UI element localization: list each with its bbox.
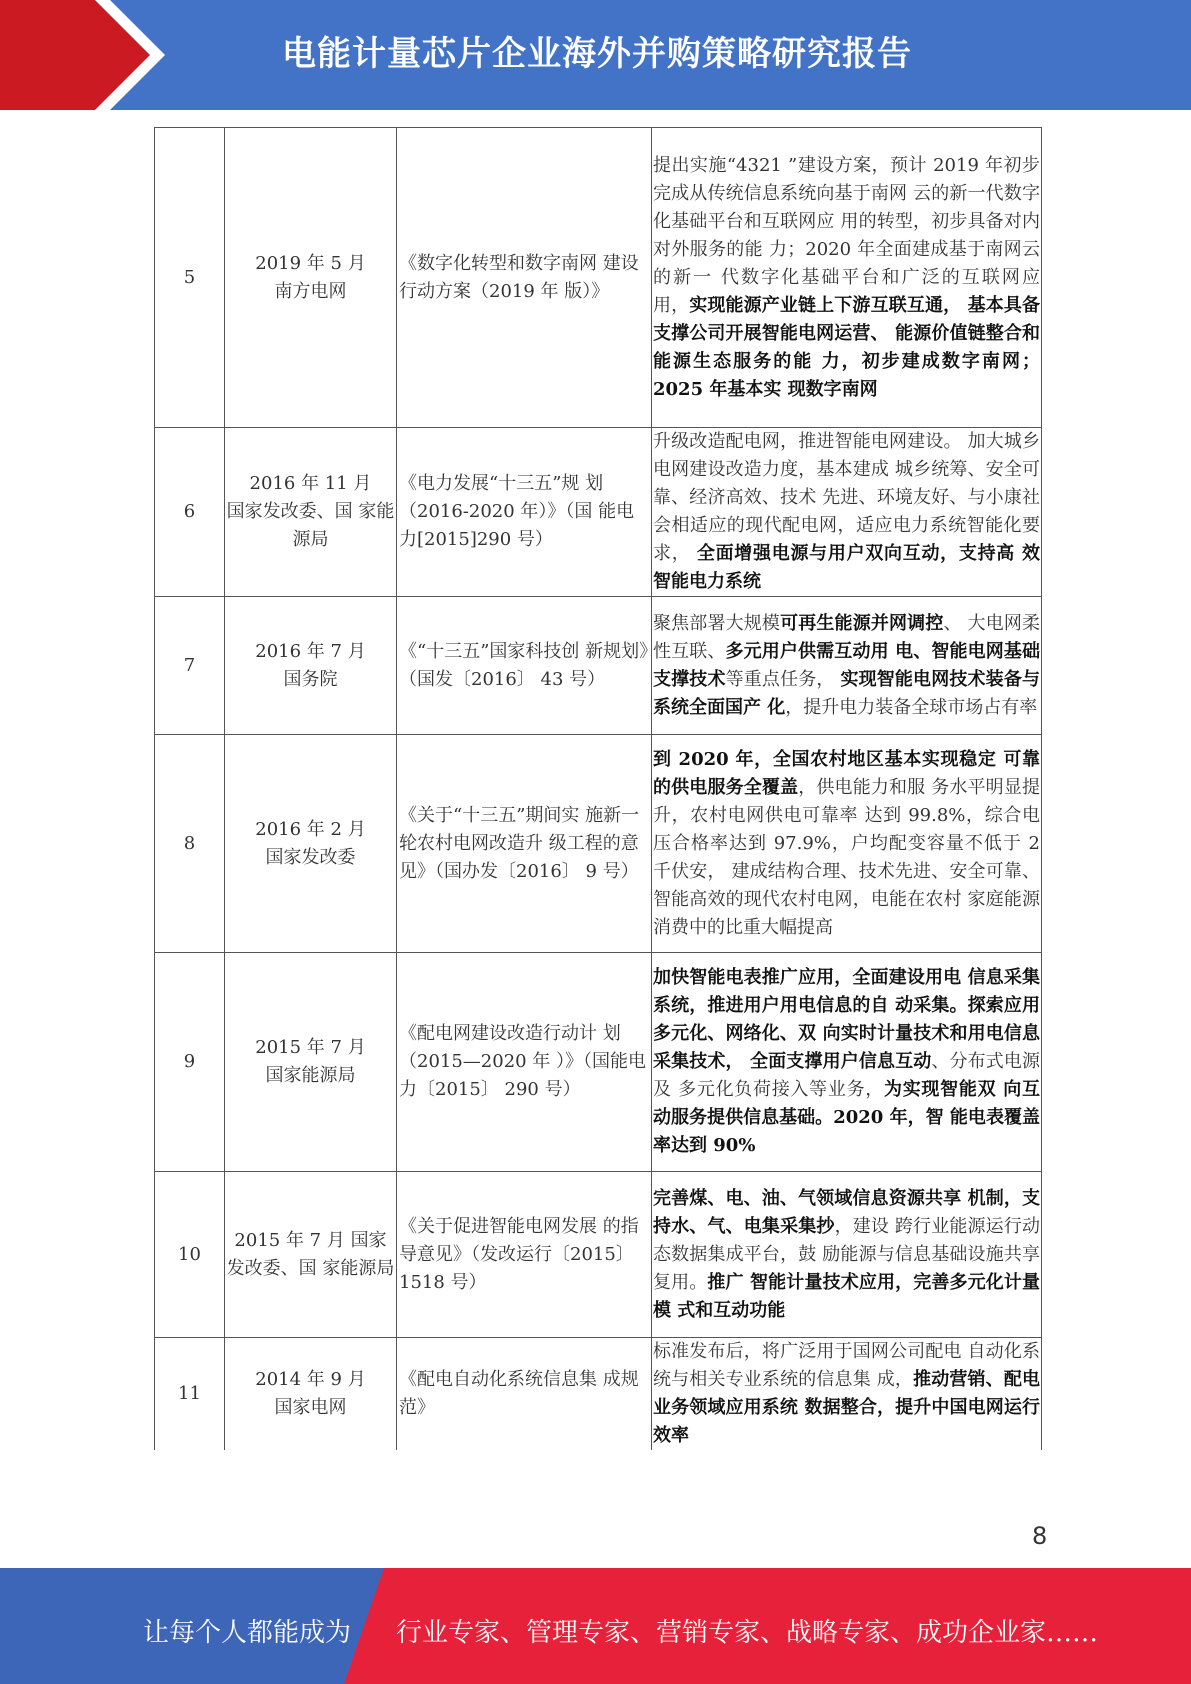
row-document: 《配电网建设改造行动计 划（2015—2020 年 ）》（国能电力〔2015〕 290 号） [397, 953, 652, 1172]
row-issuer: 国务院 [283, 668, 338, 690]
row-document: 《“十三五”国家科技创 新规划》（国发〔2016〕 43 号） [397, 597, 652, 735]
desc-text: 聚焦部署大规模 [653, 612, 781, 634]
desc-text: 等重点任务， [725, 668, 841, 690]
row-document: 《电力发展“十三五”规 划（2016-2020 年）》（国 能电力[2015]290 号） [397, 428, 652, 597]
policy-table [154, 127, 1042, 1450]
row-date-issuer [225, 597, 397, 735]
desc-bold-text: 到 2020 年，全国农村地区基本实现稳定 可靠的供电服务全覆盖 [653, 748, 1040, 798]
row-date: 2014 年 9 月 [255, 1369, 366, 1390]
desc-bold-text: 可再生能源并网调控 [780, 612, 944, 634]
desc-bold-text: 多元用户供需互动用 电、智能电网基础支撑技术 [653, 640, 1041, 690]
table-row [155, 597, 1042, 735]
desc-text: 提出实施“4321 ”建设方案，预计 2019 年初步完成从传统信息系统向基于南网 云的新一代数字化基础平台和互联网应 用的转型，初步具备对内对外服务的能 力；2020 年全面建成基于南网云的新一 代数字化基础平台和广泛的互联网应 用， [653, 154, 1040, 316]
table-row [155, 1338, 1042, 1451]
desc-text: ，供电能力和服 务水平明显提升，农村电网供电可靠率 达到 99.8%，综合电压合格率达到 97.9%，户均配变容量不低于 2 千伏安， 建成结构合理、技术先进、安全可靠、 智能高效的现代农村电网，电能在农村 家庭能源消费中的比重大幅提高 [653, 776, 1040, 938]
row-number: 11 [155, 1338, 225, 1451]
row-date: 2016 年 7 月 [255, 640, 366, 662]
row-document: 《关于促进智能电网发展 的指导意见》（发改运行〔2015〕 1518 号） [397, 1172, 652, 1338]
row-document: 《数字化转型和数字南网 建设行动方案（2019 年 版）》 [397, 128, 652, 428]
row-description [652, 735, 1042, 953]
row-date-issuer [225, 128, 397, 428]
row-date-issuer [225, 735, 397, 953]
row-description [652, 1338, 1042, 1451]
desc-bold-text: 加快智能电表推广应用，全面建设用电 信息采集系统，推进用户用电信息的自 动采集。探索应用多元化、网络化、双 向实时计量技术和用电信息采集技术， 全面支撑用户信息互动 [653, 967, 1040, 1072]
footer-slogan-right: 行业专家、管理专家、营销专家、战略专家、成功企业家…… [396, 1618, 1099, 1648]
row-document: 《关于“十三五”期间实 施新一轮农村电网改造升 级工程的意见》（国办发〔2016〕 9 号） [397, 735, 652, 953]
footer-slogan-left: 让每个人都能成为 [143, 1618, 352, 1648]
table-row [155, 735, 1042, 953]
report-title: 电能计量芯片企业海外并购策略研究报告 [282, 34, 912, 74]
row-description [652, 128, 1042, 428]
row-issuer: 国家电网 [274, 1397, 347, 1418]
row-date: 2016 年 2 月 [255, 818, 366, 840]
desc-bold-text: 全面增强电源与用户双向互动，支持高 效智能电力系统 [653, 543, 1040, 592]
desc-bold-text: 实现智能电网技术装备与系统全面国产 化 [653, 668, 1040, 718]
row-number: 6 [155, 428, 225, 597]
desc-text: 、分布式电源及 多元化负荷接入等业务， [653, 1051, 1041, 1100]
row-description [652, 953, 1042, 1172]
row-date: 2015 年 7 月 国家 [234, 1229, 387, 1251]
desc-text: 、 大电网柔性互联、 [653, 612, 1040, 662]
row-date-issuer [225, 428, 397, 597]
row-date: 2015 年 7 月 [255, 1037, 366, 1058]
table-row [155, 128, 1042, 428]
desc-bold-text: 实现能源产业链上下游互联互通， 基本具备支撑公司开展智能电网运营、 能源价值链整合和能源生态服务的能 力，初步建成数字南网；2025 年基本实 现数字南网 [653, 294, 1041, 400]
table-row [155, 1172, 1042, 1338]
row-number: 10 [155, 1172, 225, 1338]
desc-text: 升级改造配电网，推进智能电网建设。 加大城乡电网建设改造力度，基本建成 城乡统筹、安全可靠、经济高效、技术 先进、环境友好、与小康社会相适应的现代配电网，适应电力系统智能化要求， [653, 431, 1040, 564]
page-footer [0, 1568, 1191, 1684]
row-number: 9 [155, 953, 225, 1172]
desc-text: ，提升电力装备全球市场占有率 [785, 696, 1038, 718]
desc-bold-text: 完善煤、电、油、气领域信息资源共享 机制，支持水、气、电集采集抄 [653, 1187, 1040, 1237]
table-row [155, 428, 1042, 597]
row-issuer: 国家能源局 [265, 1065, 356, 1086]
row-date-issuer [225, 1338, 397, 1451]
page-header [0, 0, 1191, 110]
row-issuer: 国家发改委、国 家能源局 [226, 501, 395, 550]
row-issuer: 发改委、国 家能源局 [226, 1257, 395, 1279]
row-number: 7 [155, 597, 225, 735]
row-date: 2016 年 11 月 [249, 473, 372, 494]
row-date-issuer [225, 1172, 397, 1338]
desc-text: ，建设 跨行业能源运行动态数据集成平台，鼓 励能源与信息基础设施共享复用。 [653, 1215, 1040, 1293]
desc-text: 标准发布后，将广泛用于国网公司配电 自动化系统与相关专业系统的信息集 成， [653, 1341, 1040, 1390]
row-issuer: 南方电网 [274, 280, 347, 302]
table-row [155, 953, 1042, 1172]
row-issuer: 国家发改委 [265, 846, 356, 868]
desc-bold-text: 推广 智能计量技术应用，完善多元化计量模 式和互动功能 [653, 1271, 1040, 1321]
page-number: 8 [1032, 1522, 1048, 1550]
row-description [652, 1172, 1042, 1338]
row-date-issuer [225, 953, 397, 1172]
row-description [652, 597, 1042, 735]
desc-bold-text: 推动营销、配电业务领域应用系统 数据整合，提升中国电网运行效率 [653, 1369, 1040, 1446]
row-number: 8 [155, 735, 225, 953]
row-document: 《配电自动化系统信息集 成规范》 [397, 1338, 652, 1451]
row-date: 2019 年 5 月 [255, 252, 366, 274]
row-description [652, 428, 1042, 597]
desc-bold-text: 为实现智能双 向互动服务提供信息基础。2020 年，智 能电表覆盖率达到 90% [653, 1079, 1040, 1156]
row-number: 5 [155, 128, 225, 428]
